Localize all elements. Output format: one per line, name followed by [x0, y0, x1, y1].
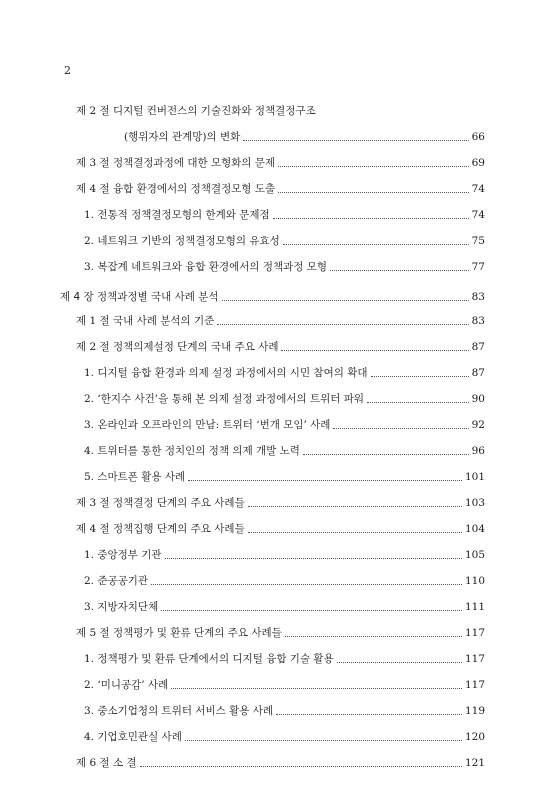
toc-entry[interactable]	[0, 596, 549, 614]
toc-entry[interactable]	[0, 622, 549, 640]
dot-leader	[273, 218, 469, 219]
toc-entry-label: 4. 트위터를 통한 정치인의 정책 의제 개발 노력	[84, 445, 300, 457]
toc-entry-label: 제 1 절 국내 사례 분석의 기준	[76, 315, 215, 327]
toc-entry-label: 2. 준공공기관	[84, 575, 149, 587]
toc-entry-label: 제 6 절 소 결	[76, 757, 137, 769]
toc-entry[interactable]	[0, 648, 549, 666]
dot-leader	[248, 506, 462, 507]
toc-entry[interactable]	[0, 414, 549, 432]
toc-entry-label: 3. 온라인과 오프라인의 만남: 트위터 ‘번개 모임’ 사례	[84, 419, 331, 431]
dot-leader	[283, 244, 469, 245]
toc-entry-page: 117	[464, 627, 485, 639]
toc-entry[interactable]	[0, 286, 549, 304]
toc-entry-page: 119	[464, 705, 485, 717]
dot-leader	[371, 376, 469, 377]
toc-entry-page: 110	[464, 575, 485, 587]
dot-leader	[171, 688, 462, 689]
dot-leader	[248, 532, 462, 533]
toc-entry-page: 117	[464, 653, 485, 665]
toc-entry-page: 90	[471, 393, 485, 405]
dot-leader	[281, 350, 468, 351]
toc-entry[interactable]	[0, 752, 549, 770]
dot-leader	[185, 740, 462, 741]
dot-leader	[161, 610, 462, 611]
toc-entry[interactable]	[0, 466, 549, 484]
toc-entry-page: 92	[471, 419, 485, 431]
dot-leader	[278, 192, 468, 193]
toc-entry-page: 117	[464, 679, 485, 691]
dot-leader	[330, 270, 469, 271]
toc-entry[interactable]	[0, 492, 549, 510]
toc-entry[interactable]	[0, 152, 549, 170]
toc-entry[interactable]	[0, 178, 549, 196]
dot-leader	[217, 324, 468, 325]
toc-entry-label: 5. 스마트폰 활용 사례	[84, 471, 186, 483]
toc-entry[interactable]	[0, 726, 549, 744]
toc-entry-page: 77	[471, 261, 485, 273]
dot-leader	[140, 766, 462, 767]
toc-entry[interactable]	[0, 362, 549, 380]
dot-leader	[367, 402, 469, 403]
toc-entry-label: 3. 복잡계 네트워크와 융합 환경에서의 정책과정 모형	[84, 261, 328, 273]
dot-leader	[337, 662, 462, 663]
toc-entry-page: 87	[471, 367, 485, 379]
toc-entry[interactable]	[0, 230, 549, 248]
toc-entry-page: 103	[464, 497, 485, 509]
toc-entry[interactable]	[0, 440, 549, 458]
toc-entry-page: 111	[464, 601, 485, 613]
dot-leader	[243, 140, 468, 141]
toc-entry[interactable]	[0, 126, 549, 144]
toc-entry-label: 2. 네트워크 기반의 정책결정모형의 유효성	[84, 235, 280, 247]
toc-entry-label: 4. 기업호민관실 사례	[84, 731, 182, 743]
toc-entry-label: 1. 전통적 정책결정모형의 한계와 문제점	[84, 209, 270, 221]
toc-entry-page: 75	[471, 235, 485, 247]
dot-leader	[188, 480, 462, 481]
dot-leader	[276, 714, 462, 715]
toc-entry[interactable]	[0, 336, 549, 354]
toc-entry[interactable]	[0, 700, 549, 718]
dot-leader	[333, 428, 468, 429]
dot-leader	[278, 166, 468, 167]
toc-entry[interactable]	[0, 256, 549, 274]
toc-entry-label: 제 3 절 정책결정 단계의 주요 사례들	[76, 497, 245, 509]
toc-entry-page: 74	[471, 183, 485, 195]
toc-entry-label: 제 2 절 디지털 컨버전스의 기술진화와 정책결정구조	[76, 105, 316, 117]
toc-entry[interactable]	[0, 544, 549, 562]
toc-entry[interactable]	[0, 100, 549, 118]
toc-entry-label: 3. 중소기업청의 트위터 서비스 활용 사례	[84, 705, 273, 717]
toc-entry-page: 69	[471, 157, 485, 169]
dot-leader	[222, 300, 469, 301]
toc-entry[interactable]	[0, 204, 549, 222]
toc-entry-label: 제 4 절 융합 환경에서의 정책결정모형 도출	[76, 183, 276, 195]
toc-entry-page: 96	[471, 445, 485, 457]
toc-entry[interactable]	[0, 310, 549, 328]
toc-entry-page: 105	[464, 549, 485, 561]
toc-entry-page: 74	[471, 209, 485, 221]
toc-entry[interactable]	[0, 570, 549, 588]
toc-entry-label: 제 3 절 정책결정과정에 대한 모형화의 문제	[76, 157, 276, 169]
dot-leader	[303, 454, 469, 455]
toc-entry-label: 3. 지방자치단체	[84, 601, 159, 613]
toc-entry-page: 120	[464, 731, 485, 743]
toc-entry-label: 제 4 장 정책과정별 국내 사례 분석	[60, 291, 219, 303]
toc-entry-page: 83	[471, 291, 485, 303]
dot-leader	[165, 558, 462, 559]
page-number: 2	[64, 64, 71, 77]
toc-entry-page: 121	[464, 757, 485, 769]
toc-entry-label: (행위자의 관계망)의 변화	[124, 131, 241, 143]
toc-entry-label: 제 2 절 정책의제설정 단계의 국내 주요 사례	[76, 341, 279, 353]
toc-entry-page: 66	[471, 131, 485, 143]
dot-leader	[285, 636, 462, 637]
toc-entry-label: 제 4 절 정책집행 단계의 주요 사례들	[76, 523, 245, 535]
toc-entry-page: 87	[471, 341, 485, 353]
toc-entry[interactable]	[0, 674, 549, 692]
toc-entry[interactable]	[0, 518, 549, 536]
toc-entry-page: 104	[464, 523, 485, 535]
toc-entry-page: 83	[471, 315, 485, 327]
toc-entry-label: 1. 중앙정부 기관	[84, 549, 162, 561]
toc-entry-label: 2. ‘미니공감’ 사례	[84, 679, 169, 691]
toc-entry-label: 제 5 절 정책평가 및 환류 단계의 주요 사례들	[76, 627, 282, 639]
toc-entry-page: 101	[464, 471, 485, 483]
toc-entry-label: 1. 정책평가 및 환류 단계에서의 디지털 융합 기술 활용	[84, 653, 334, 665]
toc-entry-label: 2. ‘한지수 사건’을 통해 본 의제 설정 과정에서의 트위터 파워	[84, 393, 365, 405]
toc-entry[interactable]	[0, 388, 549, 406]
toc-entry-label: 1. 디지털 융합 환경과 의제 설정 과정에서의 시민 참여의 확대	[84, 367, 368, 379]
dot-leader	[151, 584, 462, 585]
